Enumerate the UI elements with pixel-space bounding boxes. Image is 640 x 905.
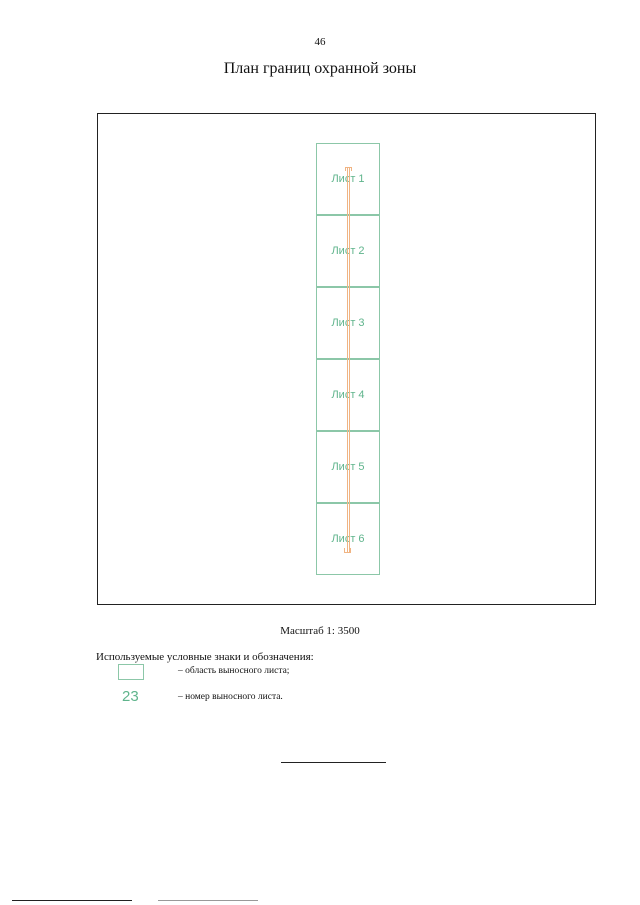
legend-heading: Используемые условные знаки и обозначения:: [96, 651, 314, 663]
legend-description: – область выносного листа;: [178, 666, 290, 676]
legend-description: – номер выносного листа.: [178, 692, 283, 702]
sheet-column: [316, 143, 380, 577]
sheet-label: Лист 6: [331, 533, 365, 545]
sheet-label: Лист 4: [331, 389, 365, 401]
protection-zone-top-cap: [345, 167, 352, 171]
sheet-label: Лист 2: [331, 245, 365, 257]
page-title: План границ охранной зоны: [223, 60, 417, 77]
signature-line: [281, 762, 386, 763]
protection-zone-bottom-cap: [344, 548, 351, 553]
protection-zone-outline: [347, 167, 350, 553]
sheet-label: Лист 3: [331, 317, 365, 329]
bottom-rule: [12, 900, 132, 901]
sheet-label: Лист 5: [331, 461, 365, 473]
legend-sheet-box-symbol: [118, 664, 144, 680]
scale-label: Масштаб 1: 3500: [280, 625, 360, 637]
sheet-label: Лист 1: [331, 173, 365, 185]
page-number: 46: [314, 36, 326, 48]
legend-number-symbol: 23: [122, 688, 139, 705]
bottom-rule: [158, 900, 258, 901]
map-frame: [97, 113, 596, 605]
